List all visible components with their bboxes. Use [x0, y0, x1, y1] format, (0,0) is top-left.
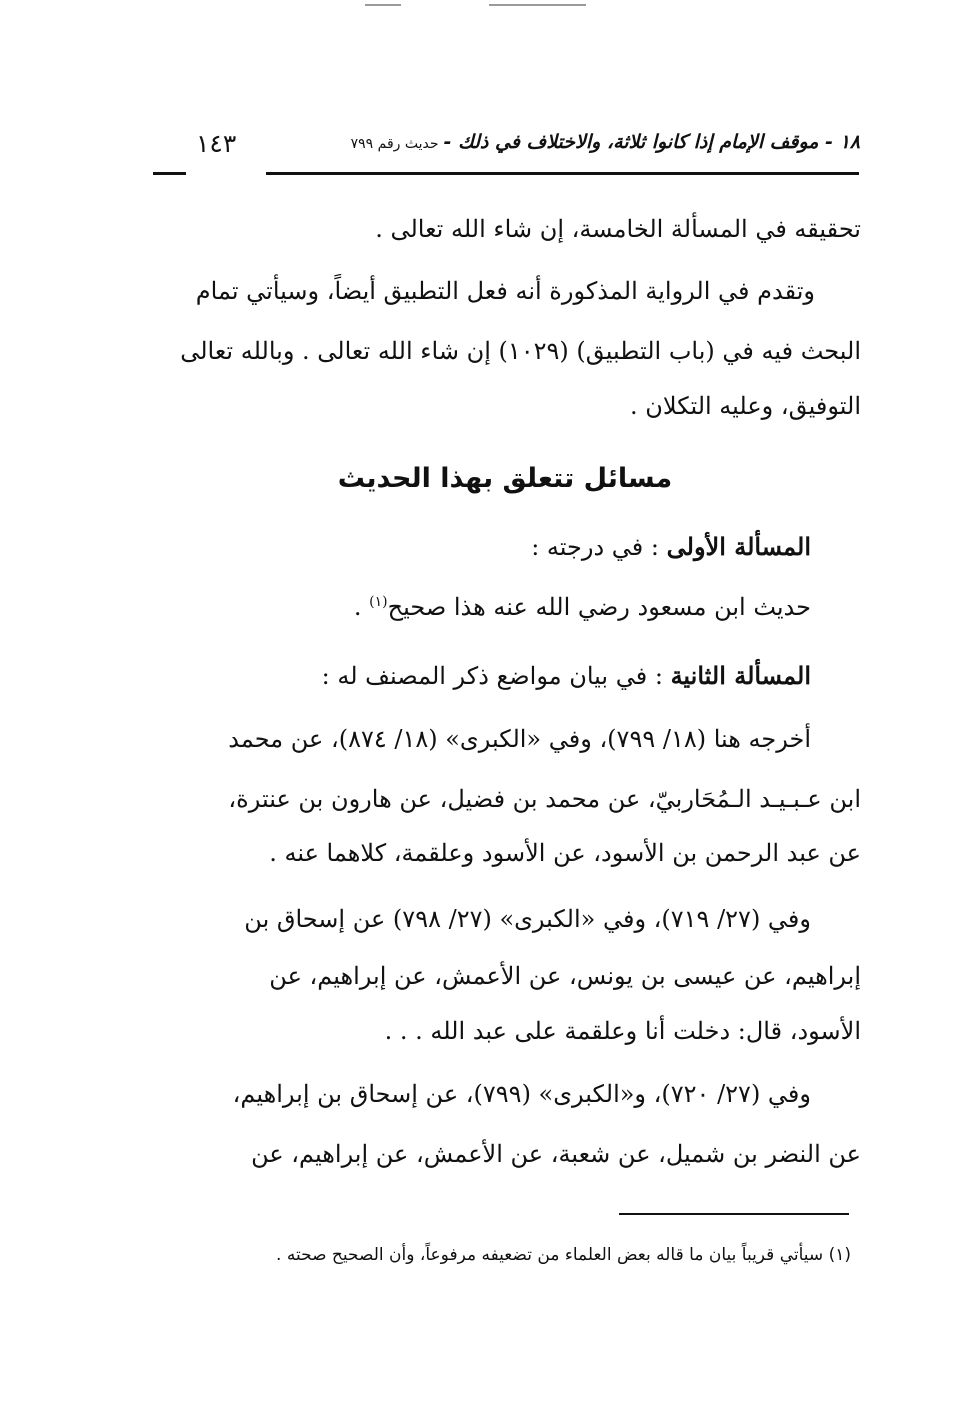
question-1	[531, 532, 811, 561]
question-1-answer	[354, 593, 811, 621]
page-number: ١٤٣	[196, 129, 237, 158]
question-2-text: : في بيان مواضع ذكر المصنف له :	[321, 662, 663, 690]
footnote-marker: (١)	[828, 1245, 851, 1265]
header-title: ١٨ - موقف الإمام إذا كانوا ثلاثة، والاختلاف في ذلك -	[443, 131, 860, 153]
footnote	[276, 1245, 851, 1265]
scan-mark-left	[365, 4, 401, 6]
question-1-text: : في درجته :	[531, 533, 659, 561]
body2-line-3: عن عبد الرحمن بن الأسود، عن الأسود وعلقمة، كلاهما عنه .	[269, 839, 861, 867]
footnote-separator	[619, 1213, 849, 1215]
answer-end: .	[353, 593, 362, 621]
question-1-label: المسألة الأولى	[666, 532, 811, 561]
footnote-text: سيأتي قريباً بيان ما قاله بعض العلماء من تضعيفه مرفوعاً، وأن الصحيح صحته .	[276, 1245, 824, 1265]
section-heading: مسائل تتعلق بهذا الحديث	[337, 463, 673, 494]
answer-text: حديث ابن مسعود رضي الله عنه هذا صحيح	[387, 593, 811, 621]
running-header	[148, 131, 860, 173]
body-line-4: التوفيق، وعليه التكلان .	[630, 392, 861, 420]
body2-line-8: عن النضر بن شميل، عن شعبة، عن الأعمش، عن إبراهيم، عن	[251, 1140, 861, 1168]
header-text	[351, 131, 860, 153]
scan-mark-right	[489, 4, 586, 6]
body-line-1: تحقيقه في المسألة الخامسة، إن شاء الله تعالى .	[375, 215, 861, 243]
body2-line-6: الأسود، قال: دخلت أنا وعلقمة على عبد الله . . .	[384, 1017, 861, 1045]
footnote-ref[interactable]: (١)	[369, 594, 388, 610]
body2-line-1: أخرجه هنا (١٨/ ٧٩٩)، وفي «الكبرى» (١٨/ ٨٧٤)، عن محمد	[228, 725, 811, 753]
header-hadith-number: حديث رقم ٧٩٩	[350, 136, 439, 152]
body-line-3: البحث فيه في (باب التطبيق) (١٠٢٩) إن شاء الله تعالى . وبالله تعالى	[180, 337, 861, 365]
question-2	[322, 661, 811, 690]
question-2-label: المسألة الثانية	[670, 661, 811, 690]
body2-line-5: إبراهيم، عن عيسى بن يونس، عن الأعمش، عن إبراهيم، عن	[269, 962, 861, 990]
body2-line-2: ابن عـبـيـد الـمُحَاربيّ، عن محمد بن فضيل، عن هارون بن عنترة،	[228, 785, 861, 813]
body2-line-7: وفي (٢٧/ ٧٢٠)، و«الكبرى» (٧٩٩)، عن إسحاق بن إبراهيم،	[232, 1080, 811, 1108]
body-line-2: وتقدم في الرواية المذكورة أنه فعل التطبيق أيضاً، وسيأتي تمام	[195, 277, 815, 305]
header-rule-short	[153, 172, 186, 175]
header-rule-long	[266, 172, 859, 175]
body2-line-4: وفي (٢٧/ ٧١٩)، وفي «الكبرى» (٢٧/ ٧٩٨) عن إسحاق بن	[244, 905, 811, 933]
